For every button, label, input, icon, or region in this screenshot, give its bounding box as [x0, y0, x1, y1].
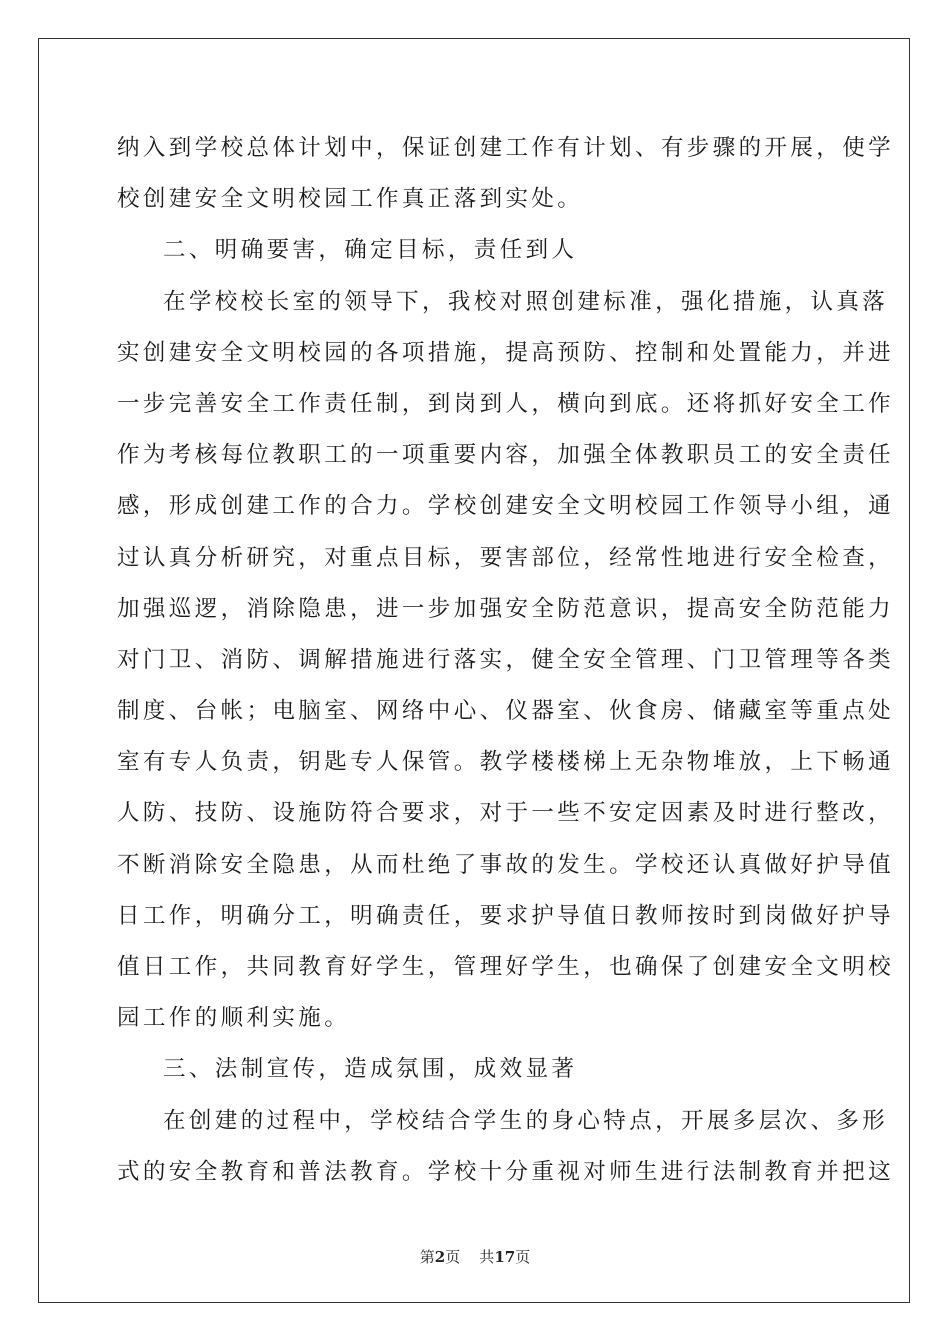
text-line: 一步完善安全工作责任制，到岗到人，横向到底。还将抓好安全工作 [117, 390, 895, 417]
text-line: 园工作的顺利实施。 [117, 1005, 351, 1032]
text-line: 人防、技防、设施防符合要求，对于一些不安定因素及时进行整改， [117, 800, 895, 827]
section-heading: 二、明确要害，确定目标，责任到人 [163, 237, 578, 264]
section-heading: 三、法制宣传，造成氛围，成效显著 [163, 1056, 578, 1083]
text-line: 感，形成创建工作的合力。学校创建安全文明校园工作领导小组，通 [117, 493, 895, 520]
text-line: 在创建的过程中，学校结合学生的身心特点，开展多层次、多形 [163, 1107, 889, 1134]
text-line: 室有专人负责，钥匙专人保管。教学楼楼梯上无杂物堆放，上下畅通 [117, 749, 895, 776]
page-footer [0, 1246, 950, 1267]
text-line: 值日工作，共同教育好学生，管理好学生，也确保了创建安全文明校 [117, 954, 895, 980]
text-line: 加强巡逻，消除隐患，进一步加强安全防范意识，提高安全防范能力 [117, 595, 895, 622]
footer-prefix: 第 [419, 1248, 435, 1266]
text-line: 在学校校长室的领导下，我校对照创建标准，强化措施，认真落 [163, 288, 889, 315]
document-body [117, 123, 895, 1198]
text-line: 不断消除安全隐患，从而杜绝了事故的发生。学校还认真做好护导值 [117, 851, 895, 878]
text-line: 纳入到学校总体计划中，保证创建工作有计划、有步骤的开展，使学 [117, 135, 895, 161]
text-line: 过认真分析研究，对重点目标，要害部位，经常性地进行安全检查， [117, 544, 895, 571]
text-line: 对门卫、消防、调解措施进行落实，健全安全管理、门卫管理等各类 [117, 646, 895, 673]
footer-suffix: 页 [515, 1248, 531, 1266]
text-line: 校创建安全文明校园工作真正落到实处。 [117, 186, 584, 213]
text-line: 作为考核每位教职工的一项重要内容，加强全体教职员工的安全责任 [117, 442, 895, 469]
text-line: 实创建安全文明校园的各项措施，提高预防、控制和处置能力，并进 [117, 339, 895, 366]
current-page-number: 2 [434, 1248, 446, 1266]
footer-mid: 页 共 [445, 1248, 495, 1266]
text-line: 式的安全教育和普法教育。学校十分重视对师生进行法制教育并把这 [117, 1158, 895, 1185]
text-line: 日工作，明确分工，明确责任，要求护导值日教师按时到岗做好护导 [117, 902, 895, 929]
total-page-count: 17 [494, 1248, 516, 1266]
text-line: 制度、台帐；电脑室、网络中心、仪器室、伙食房、储藏室等重点处 [117, 698, 895, 725]
